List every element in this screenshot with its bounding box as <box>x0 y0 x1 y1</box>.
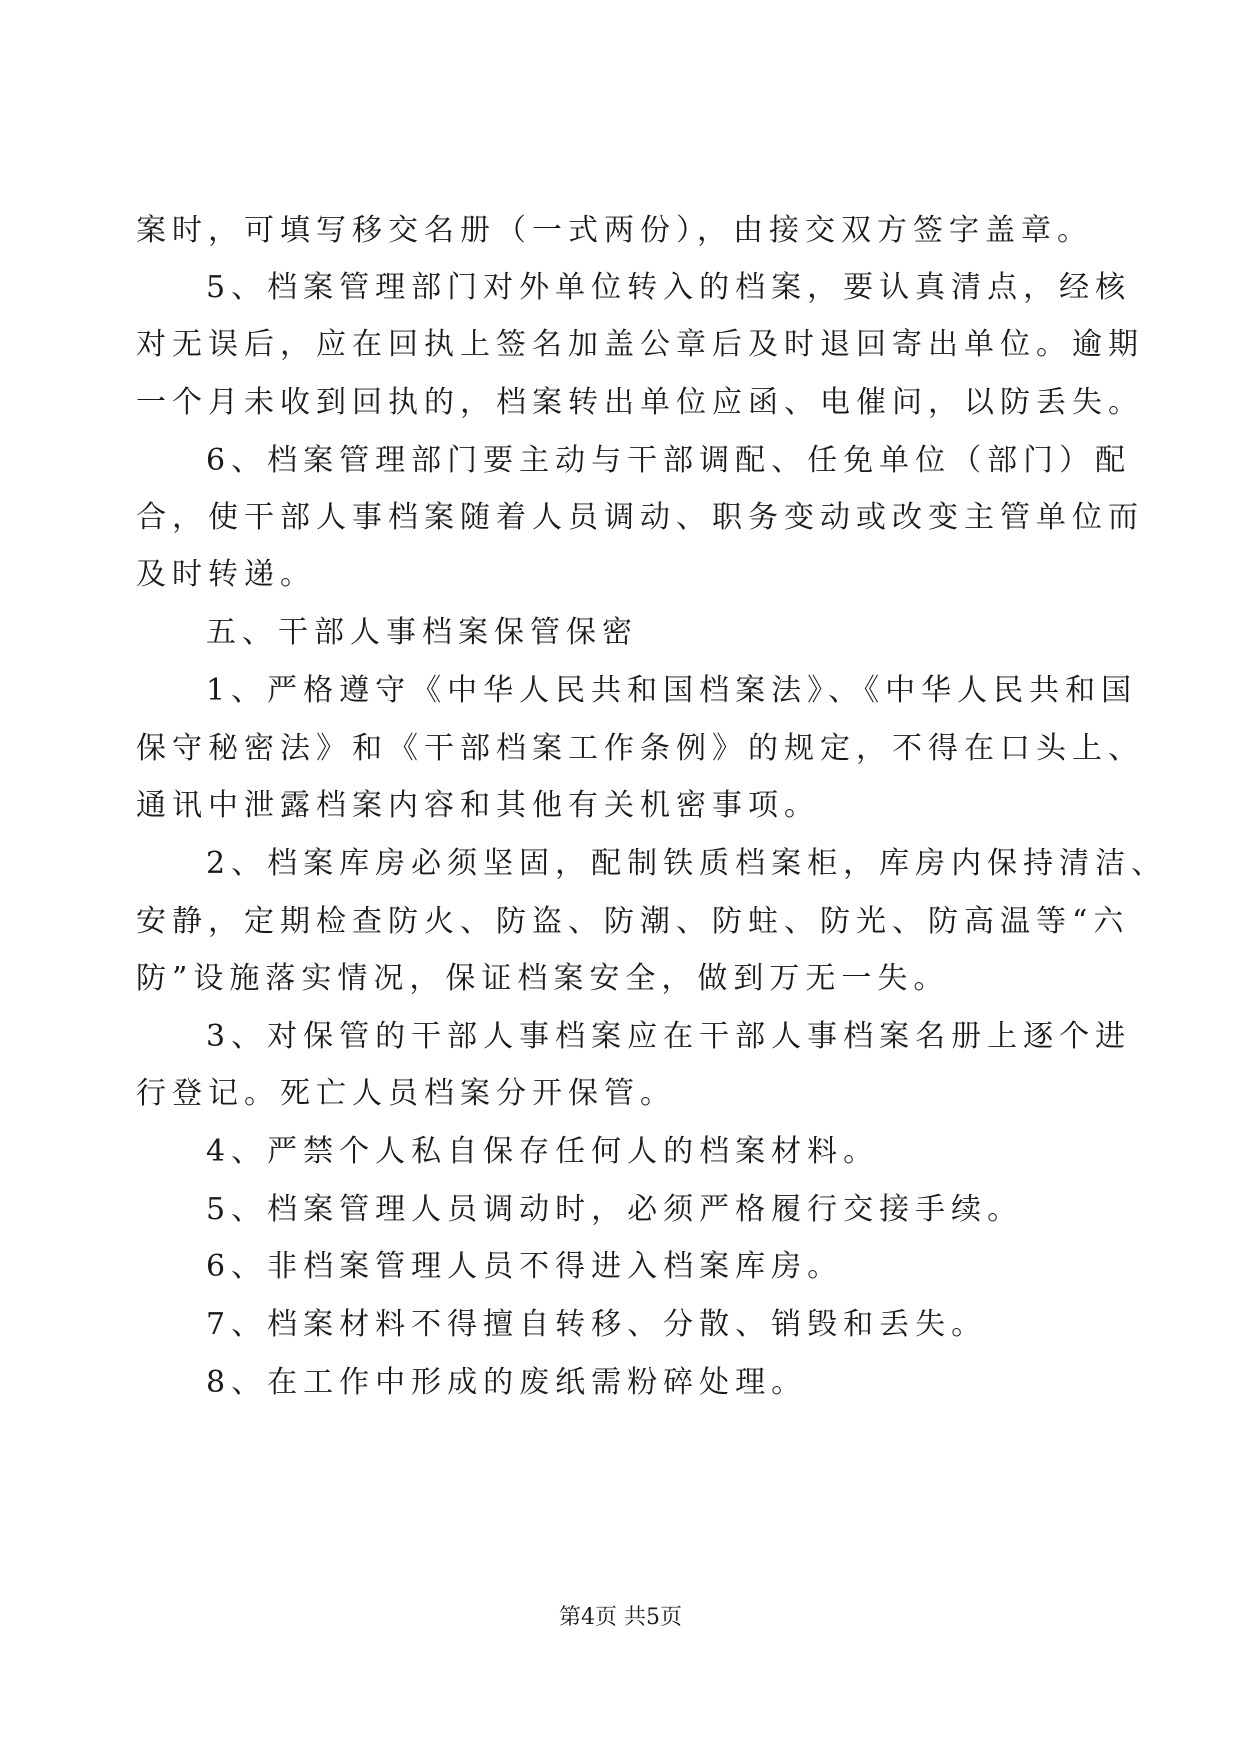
text-line: 6、非档案管理人员不得进入档案库房。 <box>206 1249 844 1284</box>
text-line: 合，使干部人事档案随着人员调动、职务变动或改变主管单位而 <box>136 500 1144 535</box>
text-line: 1、严格遵守《中华人民共和国档案法》、《中华人民共和国 <box>206 673 1138 708</box>
text-line: 保守秘密法》和《干部档案工作条例》的规定，不得在口头上、 <box>136 731 1144 766</box>
text-line: 案时，可填写移交名册（一式两份），由接交双方签字盖章。 <box>136 213 1093 248</box>
text-line: 7、档案材料不得擅自转移、分散、销毁和丢失。 <box>206 1307 988 1342</box>
text-line: 通讯中泄露档案内容和其他有关机密事项。 <box>136 788 820 823</box>
text-line: 防”设施落实情况，保证档案安全，做到万无一失。 <box>136 961 950 996</box>
page-number: 第4页 共5页 <box>559 1605 682 1630</box>
section-heading: 五、干部人事档案保管保密 <box>206 615 638 650</box>
text-line: 及时转递。 <box>136 557 316 592</box>
text-line: 安静，定期检查防火、防盗、防潮、防蛀、防光、防高温等“六 <box>136 904 1130 939</box>
text-line: 8、在工作中形成的废纸需粉碎处理。 <box>206 1365 808 1400</box>
text-line: 2、档案库房必须坚固，配制铁质档案柜，库房内保持清洁、 <box>206 846 1168 881</box>
text-line: 6、档案管理部门要主动与干部调配、任免单位（部门）配 <box>206 443 1132 478</box>
text-line: 3、对保管的干部人事档案应在干部人事档案名册上逐个进 <box>206 1019 1132 1054</box>
text-line: 5、档案管理部门对外单位转入的档案，要认真清点，经核 <box>206 270 1132 305</box>
text-line: 4、严禁个人私自保存任何人的档案材料。 <box>206 1134 880 1169</box>
text-line: 行登记。死亡人员档案分开保管。 <box>136 1076 676 1111</box>
text-line: 5、档案管理人员调动时，必须严格履行交接手续。 <box>206 1192 1024 1227</box>
text-line: 一个月未收到回执的，档案转出单位应函、电催问，以防丢失。 <box>136 385 1144 420</box>
text-line: 对无误后，应在回执上签名加盖公章后及时退回寄出单位。逾期 <box>136 327 1144 362</box>
